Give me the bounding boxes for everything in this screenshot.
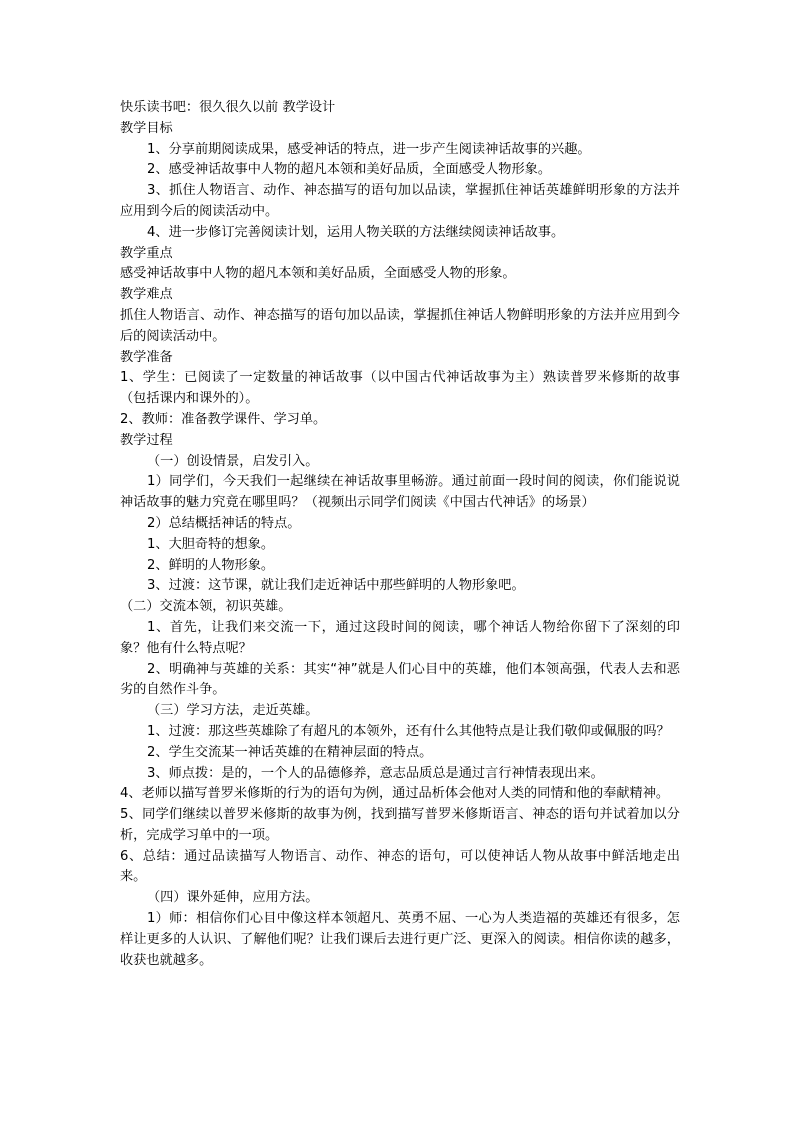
process-part-title: （一）创设情景，启发引入。 bbox=[147, 453, 319, 469]
key-points-text: 感受神话故事中人物的超凡本领和美好品质，全面感受人物的形象。 bbox=[120, 266, 516, 282]
section-heading-process: 教学过程 bbox=[120, 432, 173, 448]
process-paragraph: 1）师：相信你们心目中像这样本领超凡、英勇不屈、一心为人类造福的英雄还有很多，怎样让更多的人认识、了解他们呢？让我们课后去进行更广泛、更深入的阅读。相信你读的越多，收获也就越多。 bbox=[120, 911, 680, 968]
process-paragraph: 3、过渡：这节课，就让我们走近神话中那些鲜明的人物形象吧。 bbox=[147, 578, 525, 594]
preparation-item: 2、教师：准备教学课件、学习单。 bbox=[120, 411, 327, 427]
process-part-title: （二）交流本领，初识英雄。 bbox=[120, 599, 292, 615]
process-paragraph: 2、鲜明的人物形象。 bbox=[147, 557, 275, 573]
process-paragraph: 1、首先，让我们来交流一下，通过这段时间的阅读，哪个神话人物给你留下了深刻的印象？他有什么特点呢？ bbox=[120, 619, 680, 656]
document-title: 快乐读书吧：很久很久以前 教学设计 bbox=[120, 100, 336, 115]
objective-item: 2、感受神话故事中人物的超凡本领和美好品质，全面感受人物形象。 bbox=[147, 162, 552, 178]
objective-item: 1、分享前期阅读成果，感受神话的特点，进一步产生阅读神话故事的兴趣。 bbox=[147, 141, 591, 157]
difficulties-text: 抓住人物语言、动作、神态描写的语句加以品读，掌握抓住神话人物鲜明形象的方法并应用到今后的阅读活动中。 bbox=[120, 307, 680, 344]
section-heading-preparation: 教学准备 bbox=[120, 349, 173, 365]
process-paragraph: 2、学生交流某一神话英雄的在精神层面的特点。 bbox=[147, 744, 433, 760]
process-paragraph: 3、师点拨：是的，一个人的品德修养，意志品质总是通过言行神情表现出来。 bbox=[147, 765, 604, 781]
section-heading-difficulties: 教学难点 bbox=[120, 287, 173, 303]
lesson-plan-document bbox=[120, 98, 680, 971]
process-paragraph: 2）总结概括神话的特点。 bbox=[147, 515, 301, 531]
process-paragraph: 4、老师以描写普罗米修斯的行为的语句为例，通过品析体会他对人类的同情和他的奉献精神。 bbox=[120, 786, 670, 802]
process-part-title: （四）课外延伸，应用方法。 bbox=[147, 890, 319, 906]
process-paragraph: 1）同学们，今天我们一起继续在神话故事里畅游。通过前面一段时间的阅读，你们能说说神话故事的魅力究竟在哪里吗？（视频出示同学们阅读《中国古代神话》的场景） bbox=[120, 474, 680, 511]
process-paragraph: 6、总结：通过品读描写人物语言、动作、神态的语句，可以使神话人物从故事中鲜活地走出来。 bbox=[120, 848, 680, 885]
process-paragraph: 1、过渡：那这些英雄除了有超凡的本领外，还有什么其他特点是让我们敬仰或佩服的吗？ bbox=[147, 723, 670, 739]
process-paragraph: 5、同学们继续以普罗米修斯的故事为例，找到描写普罗米修斯语言、神态的语句并试着加以分析，完成学习单中的一项。 bbox=[120, 807, 680, 843]
process-paragraph: 2、明确神与英雄的关系：其实“神”就是人们心目中的英雄，他们本领高强，代表人去和恶劣的自然作斗争。 bbox=[120, 661, 680, 698]
section-heading-objectives: 教学目标 bbox=[120, 120, 173, 136]
objective-item: 3、抓住人物语言、动作、神态描写的语句加以品读，掌握抓住神话英雄鲜明形象的方法并应用到今后的阅读活动中。 bbox=[120, 183, 680, 219]
process-paragraph: 1、大胆奇特的想象。 bbox=[147, 536, 275, 552]
process-part-title: （三）学习方法，走近英雄。 bbox=[147, 703, 319, 719]
preparation-item: 1、学生：已阅读了一定数量的神话故事（以中国古代神话故事为主）熟读普罗米修斯的故事（包括课内和课外的）。 bbox=[120, 370, 680, 407]
section-heading-key-points: 教学重点 bbox=[120, 245, 173, 261]
objective-item: 4、进一步修订完善阅读计划，运用人物关联的方法继续阅读神话故事。 bbox=[147, 224, 565, 240]
